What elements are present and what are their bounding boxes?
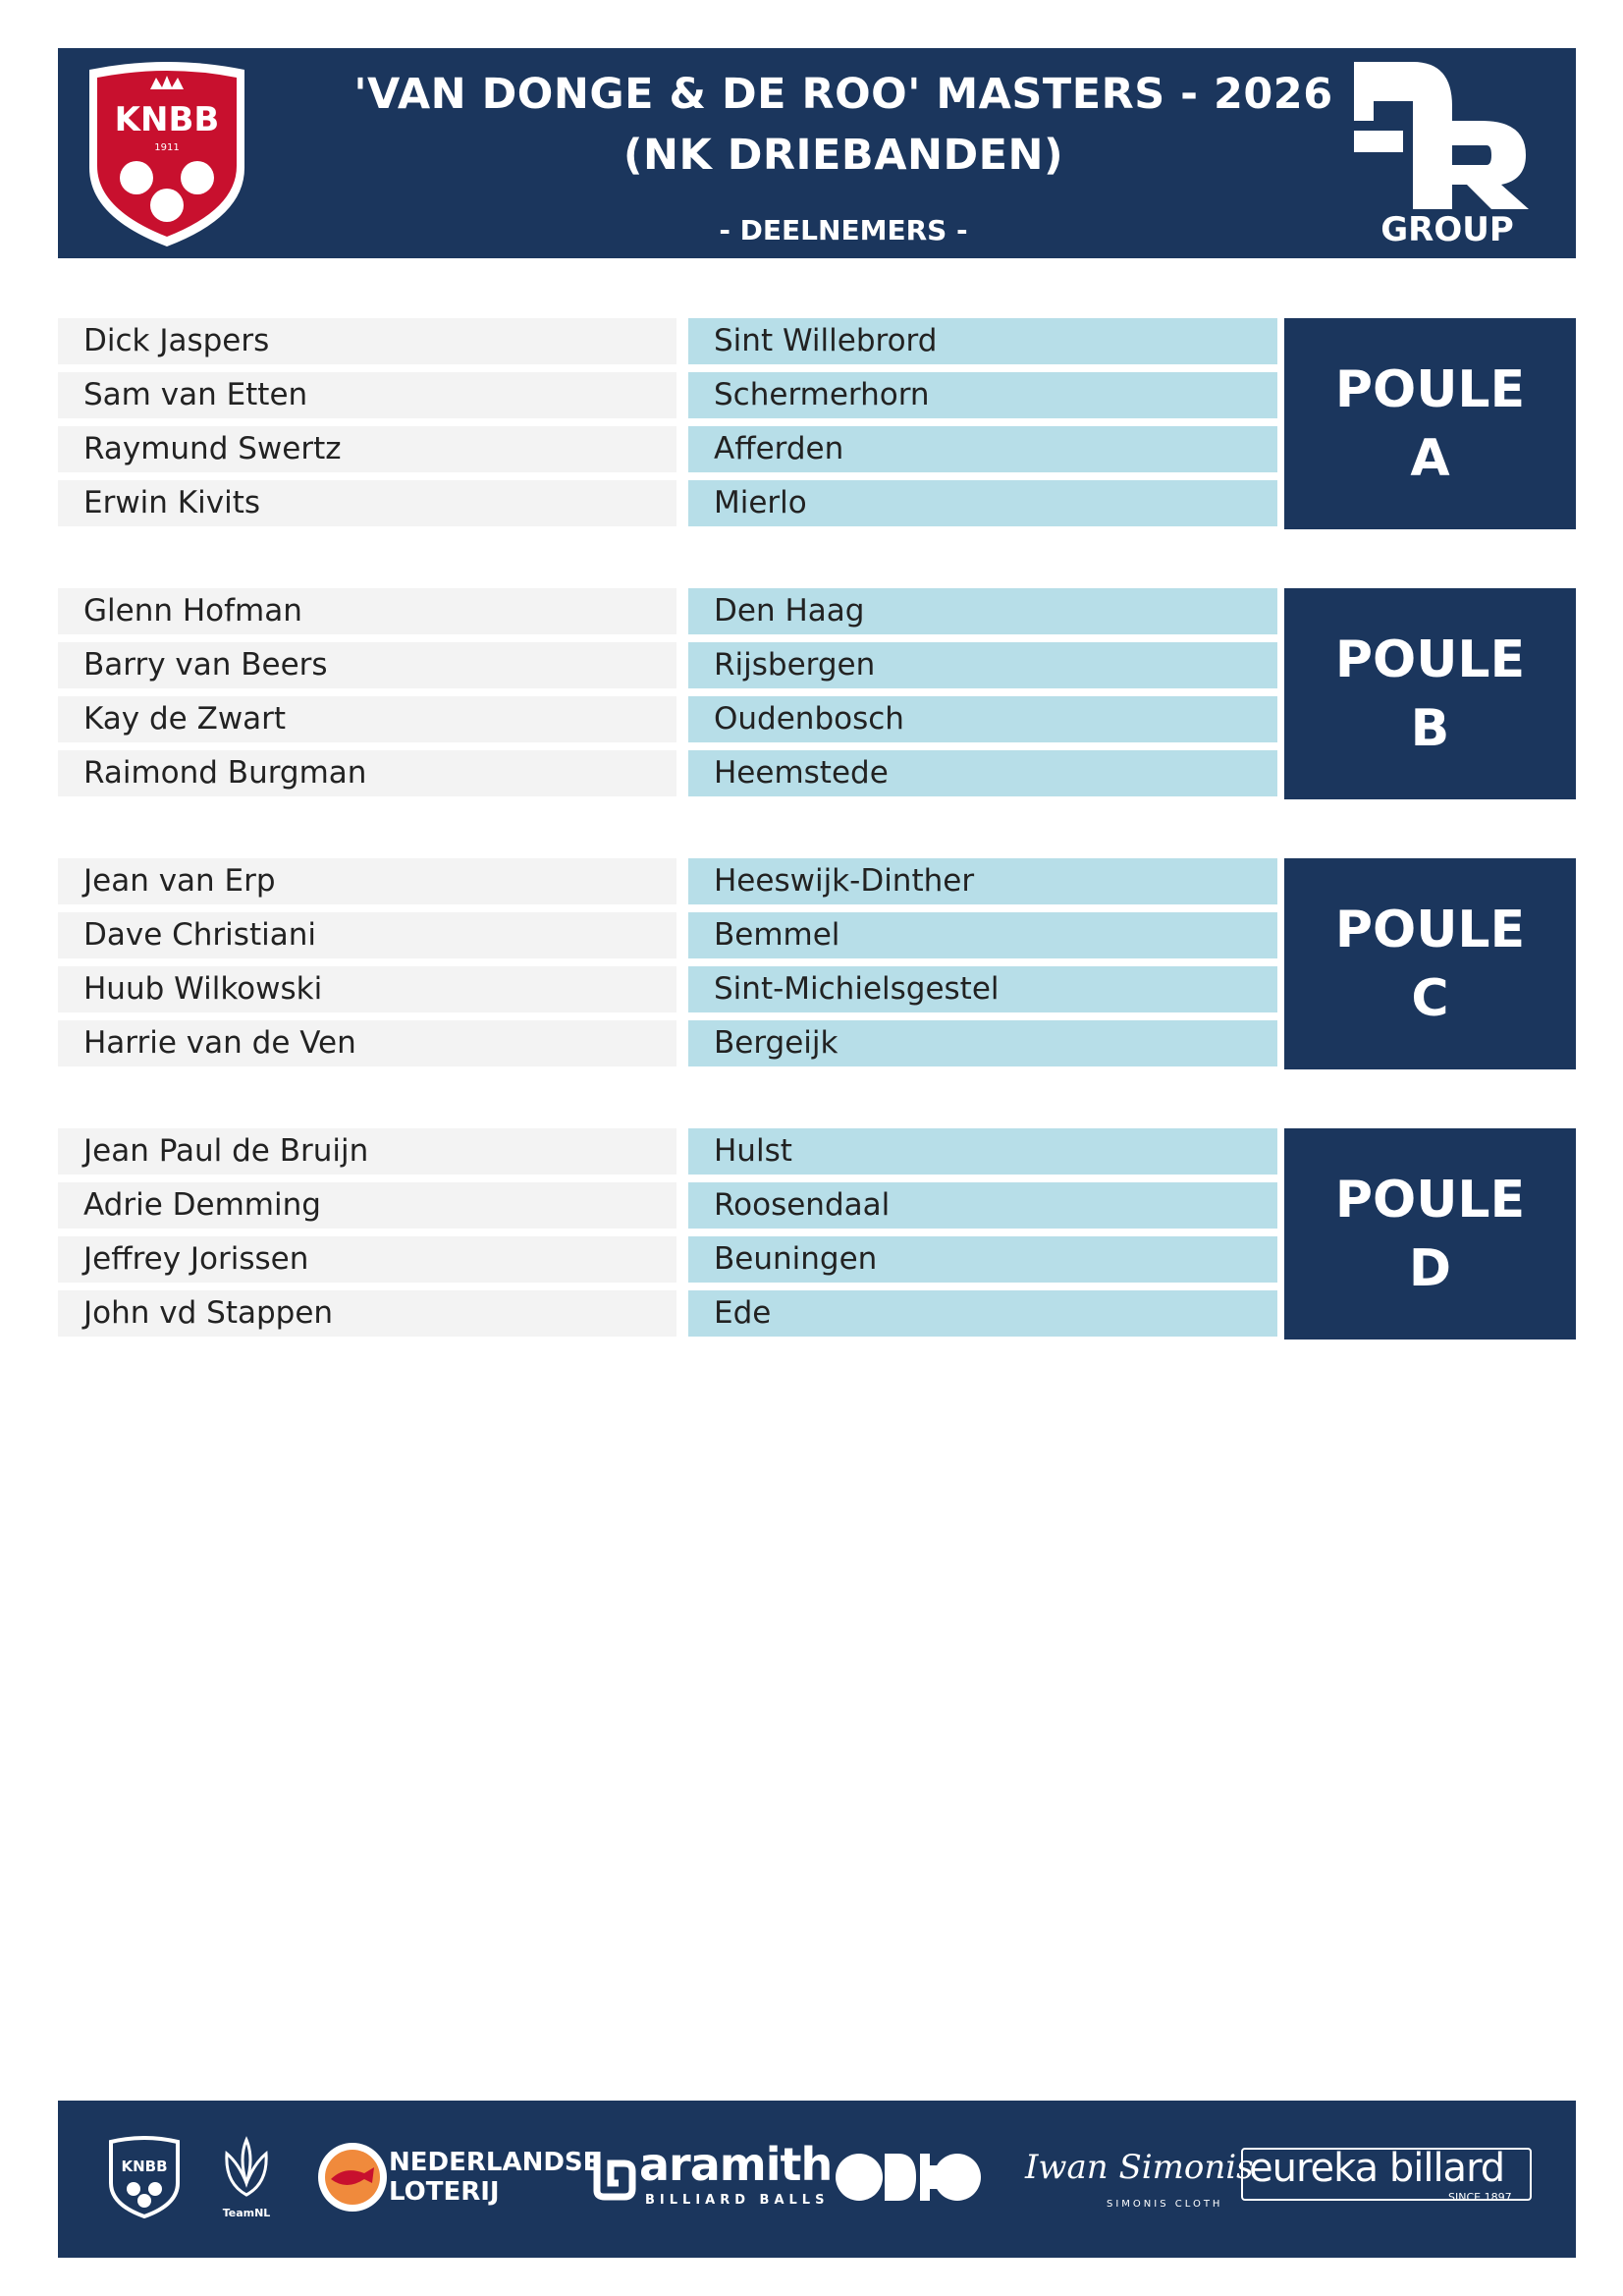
player-name-cell [58,588,676,634]
player-name: Dave Christiani [83,917,316,953]
player-name-cell [58,696,676,742]
player-name: Sam van Etten [83,377,308,412]
player-name: Kay de Zwart [83,701,287,737]
player-name: Raymund Swertz [83,431,342,466]
player-name-cell [58,966,676,1012]
player-place-cell [688,588,1277,634]
header-banner [58,48,1576,258]
player-place-cell [688,750,1277,796]
poule-label: POULE [1334,360,1526,419]
aramith-logo-subtext: BILLIARD BALLS [645,2193,830,2208]
loterij-logo-icon [315,2140,390,2214]
player-place: Bemmel [714,917,840,953]
player-name: Adrie Demming [83,1187,321,1223]
player-name-cell [58,1020,676,1066]
player-place: Heemstede [714,755,889,791]
poule-letter: B [1410,699,1450,758]
poule-box-b [1284,588,1576,799]
player-place-cell [688,696,1277,742]
player-name-cell [58,372,676,418]
player-name: Huub Wilkowski [83,971,323,1007]
player-place: Afferden [714,431,844,466]
player-place-cell [688,318,1277,364]
eureka-logo-subtext: SINCE 1897 [1448,2191,1512,2204]
player-place-cell [688,480,1277,526]
player-name-cell [58,426,676,472]
player-name: Dick Jaspers [83,323,270,358]
aramith-logo-text: aramith [639,2138,833,2191]
player-place-cell [688,1128,1277,1175]
player-place-cell [688,1290,1277,1337]
knbb-logo-year: 1911 [154,142,180,153]
player-name-cell [58,480,676,526]
page-subtitle: - DEELNEMERS - [719,214,968,246]
poule-box-a [1284,318,1576,529]
odico-logo [834,2152,991,2203]
loterij-logo-text: NEDERLANDSE LOTERIJ [389,2148,601,2207]
player-place-cell [688,426,1277,472]
page-title-line1: 'VAN DONGE & DE ROO' MASTERS - 2026 [353,70,1333,119]
player-place-cell [688,858,1277,904]
player-name: Harrie van de Ven [83,1025,356,1061]
player-place: Heeswijk-Dinther [714,863,975,899]
player-name: Raimond Burgman [83,755,367,791]
player-place: Beuningen [714,1241,878,1277]
player-place-cell [688,1236,1277,1283]
player-place-cell [688,642,1277,688]
player-name: Jeffrey Jorissen [83,1241,309,1277]
poule-label: POULE [1334,901,1526,959]
player-name: Erwin Kivits [83,485,261,520]
sponsor-footer [58,2101,1576,2258]
simonis-logo-text: Iwan Simonis [1025,2148,1254,2187]
poule-letter: A [1410,429,1450,488]
dr-group-logo [1354,62,1541,248]
poule-box-c [1284,858,1576,1069]
player-place: Den Haag [714,593,865,629]
poule-label: POULE [1334,1171,1526,1230]
player-name-cell [58,1128,676,1175]
player-name-cell [58,642,676,688]
player-place: Bergeijk [714,1025,839,1061]
player-name-cell [58,318,676,364]
player-place: Oudenbosch [714,701,904,737]
player-name: Glenn Hofman [83,593,302,629]
poule-box-d [1284,1128,1576,1339]
page-title-line2: (NK DRIEBANDEN) [622,131,1064,180]
player-place-cell [688,372,1277,418]
player-name: Barry van Beers [83,647,328,683]
simonis-logo-subtext: SIMONIS CLOTH [1107,2199,1223,2210]
player-name-cell [58,750,676,796]
teamnl-logo [217,2134,276,2222]
player-name-cell [58,1236,676,1283]
poule-letter: C [1411,969,1449,1028]
player-place: Schermerhorn [714,377,930,412]
player-name: Jean Paul de Bruijn [83,1133,369,1169]
aramith-logo-icon [591,2148,638,2201]
player-name-cell [58,858,676,904]
player-place: Ede [714,1295,772,1331]
knbb-logo [80,60,254,250]
player-place: Mierlo [714,485,807,520]
dr-logo-text: GROUP [1380,210,1514,248]
player-name-cell [58,1290,676,1337]
player-name-cell [58,912,676,958]
player-place: Sint-Michielsgestel [714,971,1000,1007]
poule-letter: D [1408,1239,1452,1298]
eureka-logo-text: eureka billard [1249,2146,1505,2191]
player-place: Hulst [714,1133,792,1169]
knbb-sponsor-logo [107,2136,182,2218]
player-place-cell [688,1020,1277,1066]
player-name: Jean van Erp [83,863,276,899]
player-place: Sint Willebrord [714,323,938,358]
svg-text:KNBB: KNBB [121,2158,168,2175]
poule-label: POULE [1334,630,1526,689]
player-name: John vd Stappen [83,1295,334,1331]
player-place-cell [688,1182,1277,1229]
player-place: Rijsbergen [714,647,876,683]
player-place: Roosendaal [714,1187,891,1223]
player-place-cell [688,966,1277,1012]
svg-text:TeamNL: TeamNL [222,2207,271,2219]
player-place-cell [688,912,1277,958]
knbb-logo-text: KNBB [114,100,220,139]
player-name-cell [58,1182,676,1229]
